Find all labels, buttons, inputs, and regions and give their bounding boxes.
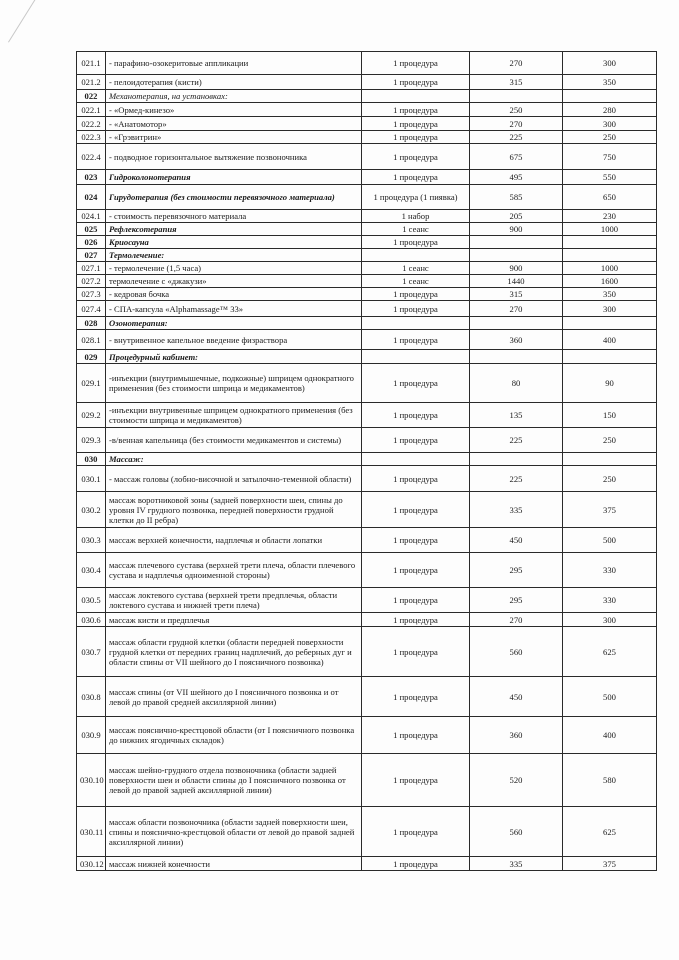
service-name: - «Грэвитрин» xyxy=(106,131,362,144)
table-row xyxy=(77,330,657,350)
service-unit: 1 процедура xyxy=(362,52,470,75)
price-column-1 xyxy=(470,90,563,103)
price-column-2: 300 xyxy=(563,52,657,75)
service-name: - подводное горизонтальное вытяжение позвоночника xyxy=(106,144,362,170)
service-name: массаж нижней конечности xyxy=(106,857,362,871)
service-code: 030.5 xyxy=(77,588,106,613)
service-unit xyxy=(362,317,470,330)
service-unit: 1 процедура xyxy=(362,330,470,350)
service-name: Массаж: xyxy=(106,453,362,466)
service-name: - СПА-капсула «Alphamassage™ 33» xyxy=(106,301,362,317)
service-code: 024 xyxy=(77,185,106,210)
price-column-2: 280 xyxy=(563,103,657,117)
table-row xyxy=(77,249,657,262)
price-column-2: 750 xyxy=(563,144,657,170)
service-name: массаж области грудной клетки (области передней поверхности грудной клетки от передних границ надплечий, до реберных дуг и области спины от VII шейного до I поясничного позвонка) xyxy=(106,627,362,677)
service-unit: 1 процедура xyxy=(362,553,470,588)
price-column-2: 250 xyxy=(563,466,657,492)
service-unit: 1 сеанс xyxy=(362,223,470,236)
service-name: - кедровая бочка xyxy=(106,288,362,301)
price-column-2 xyxy=(563,249,657,262)
price-column-2 xyxy=(563,350,657,364)
service-code: 028 xyxy=(77,317,106,330)
price-column-2: 625 xyxy=(563,627,657,677)
price-column-2: 300 xyxy=(563,613,657,627)
service-unit: 1 процедура xyxy=(362,428,470,453)
price-column-1: 250 xyxy=(470,103,563,117)
service-code: 024.1 xyxy=(77,210,106,223)
price-column-2: 650 xyxy=(563,185,657,210)
price-column-1: 315 xyxy=(470,288,563,301)
service-unit xyxy=(362,453,470,466)
service-name: массаж пояснично-крестцовой области (от I поясничного позвонка до нижних ягодичных складок) xyxy=(106,717,362,754)
service-name: массаж шейно-грудного отдела позвоночника (области задней поверхности шеи и области спины до I поясничного позвонка от левой до правой задней аксиллярной линии) xyxy=(106,754,362,807)
service-name: Озонотерапия: xyxy=(106,317,362,330)
service-name: Рефлексотерапия xyxy=(106,223,362,236)
price-column-1 xyxy=(470,249,563,262)
price-column-1: 560 xyxy=(470,807,563,857)
table-row xyxy=(77,301,657,317)
service-code: 029.3 xyxy=(77,428,106,453)
service-name: - внутривенное капельное введение физраствора xyxy=(106,330,362,350)
price-column-2 xyxy=(563,90,657,103)
service-code: 027.1 xyxy=(77,262,106,275)
service-unit: 1 процедура xyxy=(362,857,470,871)
price-column-2: 375 xyxy=(563,492,657,528)
service-unit: 1 процедура xyxy=(362,627,470,677)
service-code: 027.2 xyxy=(77,275,106,288)
price-column-1: 1440 xyxy=(470,275,563,288)
price-column-2: 350 xyxy=(563,288,657,301)
table-row xyxy=(77,807,657,857)
service-code: 030.6 xyxy=(77,613,106,627)
table-row xyxy=(77,103,657,117)
table-row xyxy=(77,553,657,588)
service-unit: 1 процедура (1 пиявка) xyxy=(362,185,470,210)
price-column-2: 375 xyxy=(563,857,657,871)
price-column-2: 1000 xyxy=(563,223,657,236)
price-column-1: 270 xyxy=(470,52,563,75)
service-unit: 1 сеанс xyxy=(362,262,470,275)
price-column-1: 360 xyxy=(470,717,563,754)
service-name: Процедурный кабинет: xyxy=(106,350,362,364)
table-row xyxy=(77,75,657,90)
service-code: 027.3 xyxy=(77,288,106,301)
price-table xyxy=(76,51,657,871)
price-column-2: 350 xyxy=(563,75,657,90)
service-unit: 1 процедура xyxy=(362,75,470,90)
price-column-2: 150 xyxy=(563,403,657,428)
price-column-1: 360 xyxy=(470,330,563,350)
service-code: 030 xyxy=(77,453,106,466)
price-column-1 xyxy=(470,236,563,249)
table-row xyxy=(77,117,657,131)
price-table-body xyxy=(77,52,657,871)
service-name: Механотерапия, на установках: xyxy=(106,90,362,103)
service-code: 030.11 xyxy=(77,807,106,857)
price-column-2: 90 xyxy=(563,364,657,403)
table-row xyxy=(77,453,657,466)
service-code: 028.1 xyxy=(77,330,106,350)
service-name: массаж плечевого сустава (верхней трети плеча, области плечевого сустава и надплечья одноименной стороны) xyxy=(106,553,362,588)
service-name: - массаж головы (лобно-височной и затылочно-теменной области) xyxy=(106,466,362,492)
service-code: 025 xyxy=(77,223,106,236)
service-name: -в/венная капельница (без стоимости медикаментов и системы) xyxy=(106,428,362,453)
service-unit: 1 процедура xyxy=(362,492,470,528)
table-row xyxy=(77,131,657,144)
service-name: термолечение с «джакузи» xyxy=(106,275,362,288)
service-code: 021.1 xyxy=(77,52,106,75)
service-unit: 1 процедура xyxy=(362,170,470,185)
price-column-2: 580 xyxy=(563,754,657,807)
service-code: 029.1 xyxy=(77,364,106,403)
price-column-2 xyxy=(563,317,657,330)
price-column-1: 585 xyxy=(470,185,563,210)
price-column-1: 520 xyxy=(470,754,563,807)
service-code: 029 xyxy=(77,350,106,364)
service-name: - стоимость перевязочного материала xyxy=(106,210,362,223)
price-column-2: 230 xyxy=(563,210,657,223)
table-row xyxy=(77,288,657,301)
price-column-1 xyxy=(470,453,563,466)
service-unit: 1 процедура xyxy=(362,807,470,857)
service-name: - пелоидотерапия (кисти) xyxy=(106,75,362,90)
service-unit xyxy=(362,90,470,103)
table-row xyxy=(77,262,657,275)
table-row xyxy=(77,223,657,236)
service-unit: 1 процедура xyxy=(362,754,470,807)
table-row xyxy=(77,466,657,492)
table-row xyxy=(77,350,657,364)
table-row xyxy=(77,428,657,453)
scan-mark xyxy=(8,0,41,43)
service-code: 029.2 xyxy=(77,403,106,428)
service-unit xyxy=(362,249,470,262)
service-code: 030.7 xyxy=(77,627,106,677)
service-name: - «Анатомотор» xyxy=(106,117,362,131)
service-name: массаж области позвоночника (области задней поверхности шеи, спины и пояснично-крестцовой области от левой до правой задней аксиллярной линии) xyxy=(106,807,362,857)
service-unit: 1 процедура xyxy=(362,613,470,627)
service-unit: 1 процедура xyxy=(362,103,470,117)
price-column-1: 450 xyxy=(470,677,563,717)
price-column-1: 495 xyxy=(470,170,563,185)
table-row xyxy=(77,185,657,210)
price-column-2: 1000 xyxy=(563,262,657,275)
price-column-1: 135 xyxy=(470,403,563,428)
service-code: 027 xyxy=(77,249,106,262)
price-column-1: 295 xyxy=(470,588,563,613)
table-row xyxy=(77,627,657,677)
price-column-1: 335 xyxy=(470,857,563,871)
service-name: -инъекции (внутримышечные, подкожные) шприцем однократного применения (без стоимости шприца и медикаментов) xyxy=(106,364,362,403)
service-unit: 1 процедура xyxy=(362,403,470,428)
service-name: массаж кисти и предплечья xyxy=(106,613,362,627)
price-column-1: 225 xyxy=(470,131,563,144)
service-name: массаж спины (от VII шейного до I поясничного позвонка и от левой до правой средней аксиллярной линии) xyxy=(106,677,362,717)
table-row xyxy=(77,588,657,613)
service-code: 022.4 xyxy=(77,144,106,170)
service-name: Термолечение: xyxy=(106,249,362,262)
service-unit: 1 процедура xyxy=(362,144,470,170)
price-column-2: 550 xyxy=(563,170,657,185)
table-row xyxy=(77,317,657,330)
service-code: 022.2 xyxy=(77,117,106,131)
service-code: 030.4 xyxy=(77,553,106,588)
service-unit: 1 процедура xyxy=(362,288,470,301)
price-column-2: 400 xyxy=(563,717,657,754)
price-column-2: 400 xyxy=(563,330,657,350)
service-code: 022.3 xyxy=(77,131,106,144)
price-column-1: 270 xyxy=(470,117,563,131)
table-row xyxy=(77,170,657,185)
table-row xyxy=(77,210,657,223)
price-column-2: 300 xyxy=(563,301,657,317)
table-row xyxy=(77,90,657,103)
service-unit: 1 сеанс xyxy=(362,275,470,288)
service-unit: 1 набор xyxy=(362,210,470,223)
price-column-1 xyxy=(470,317,563,330)
price-column-2: 500 xyxy=(563,677,657,717)
service-code: 023 xyxy=(77,170,106,185)
table-row xyxy=(77,364,657,403)
service-code: 030.1 xyxy=(77,466,106,492)
service-name: массаж локтевого сустава (верхней трети предплечья, области локтевого сустава и нижней трети плеча) xyxy=(106,588,362,613)
service-unit: 1 процедура xyxy=(362,301,470,317)
service-code: 022 xyxy=(77,90,106,103)
service-unit: 1 процедура xyxy=(362,236,470,249)
price-column-2 xyxy=(563,453,657,466)
service-code: 021.2 xyxy=(77,75,106,90)
table-row xyxy=(77,236,657,249)
price-column-1: 675 xyxy=(470,144,563,170)
service-name: массаж воротниковой зоны (задней поверхности шеи, спины до уровня IV грудного позвонка, передней поверхности грудной клетки до II ребра) xyxy=(106,492,362,528)
price-column-1: 270 xyxy=(470,613,563,627)
price-column-2: 250 xyxy=(563,428,657,453)
service-code: 030.8 xyxy=(77,677,106,717)
price-column-2: 625 xyxy=(563,807,657,857)
price-column-2: 1600 xyxy=(563,275,657,288)
service-name: - «Ормед-кинезо» xyxy=(106,103,362,117)
service-unit: 1 процедура xyxy=(362,677,470,717)
service-name: - парафино-озокеритовые аппликации xyxy=(106,52,362,75)
table-row xyxy=(77,144,657,170)
price-column-1 xyxy=(470,350,563,364)
price-column-1: 225 xyxy=(470,466,563,492)
price-column-1: 225 xyxy=(470,428,563,453)
table-row xyxy=(77,613,657,627)
price-column-1: 295 xyxy=(470,553,563,588)
service-name: Гирудотерапия (без стоимости перевязочного материала) xyxy=(106,185,362,210)
service-unit: 1 процедура xyxy=(362,364,470,403)
price-column-1: 80 xyxy=(470,364,563,403)
table-row xyxy=(77,52,657,75)
service-unit: 1 процедура xyxy=(362,588,470,613)
table-row xyxy=(77,492,657,528)
table-row xyxy=(77,528,657,553)
price-column-1: 450 xyxy=(470,528,563,553)
table-row xyxy=(77,857,657,871)
price-column-1: 560 xyxy=(470,627,563,677)
price-column-1: 335 xyxy=(470,492,563,528)
price-column-1: 900 xyxy=(470,262,563,275)
service-unit: 1 процедура xyxy=(362,528,470,553)
table-row xyxy=(77,754,657,807)
service-name: Криосауна xyxy=(106,236,362,249)
table-row xyxy=(77,677,657,717)
price-column-2: 300 xyxy=(563,117,657,131)
price-column-2: 250 xyxy=(563,131,657,144)
service-code: 022.1 xyxy=(77,103,106,117)
service-name: Гидроколонотерапия xyxy=(106,170,362,185)
price-column-1: 205 xyxy=(470,210,563,223)
service-code: 030.12 xyxy=(77,857,106,871)
service-unit: 1 процедура xyxy=(362,131,470,144)
service-name: - термолечение (1,5 часа) xyxy=(106,262,362,275)
service-code: 026 xyxy=(77,236,106,249)
table-row xyxy=(77,403,657,428)
service-unit: 1 процедура xyxy=(362,466,470,492)
service-unit xyxy=(362,350,470,364)
service-name: массаж верхней конечности, надплечья и области лопатки xyxy=(106,528,362,553)
service-code: 030.3 xyxy=(77,528,106,553)
price-column-2: 330 xyxy=(563,588,657,613)
price-column-2: 500 xyxy=(563,528,657,553)
price-column-1: 315 xyxy=(470,75,563,90)
price-column-1: 270 xyxy=(470,301,563,317)
service-code: 030.10 xyxy=(77,754,106,807)
service-unit: 1 процедура xyxy=(362,117,470,131)
table-row xyxy=(77,275,657,288)
service-code: 030.2 xyxy=(77,492,106,528)
price-column-1: 900 xyxy=(470,223,563,236)
service-name: -инъекции внутривенные шприцем однократного применения (без стоимости шприца и медикаментов) xyxy=(106,403,362,428)
price-column-2: 330 xyxy=(563,553,657,588)
price-column-2 xyxy=(563,236,657,249)
service-code: 027.4 xyxy=(77,301,106,317)
service-unit: 1 процедура xyxy=(362,717,470,754)
table-row xyxy=(77,717,657,754)
service-code: 030.9 xyxy=(77,717,106,754)
